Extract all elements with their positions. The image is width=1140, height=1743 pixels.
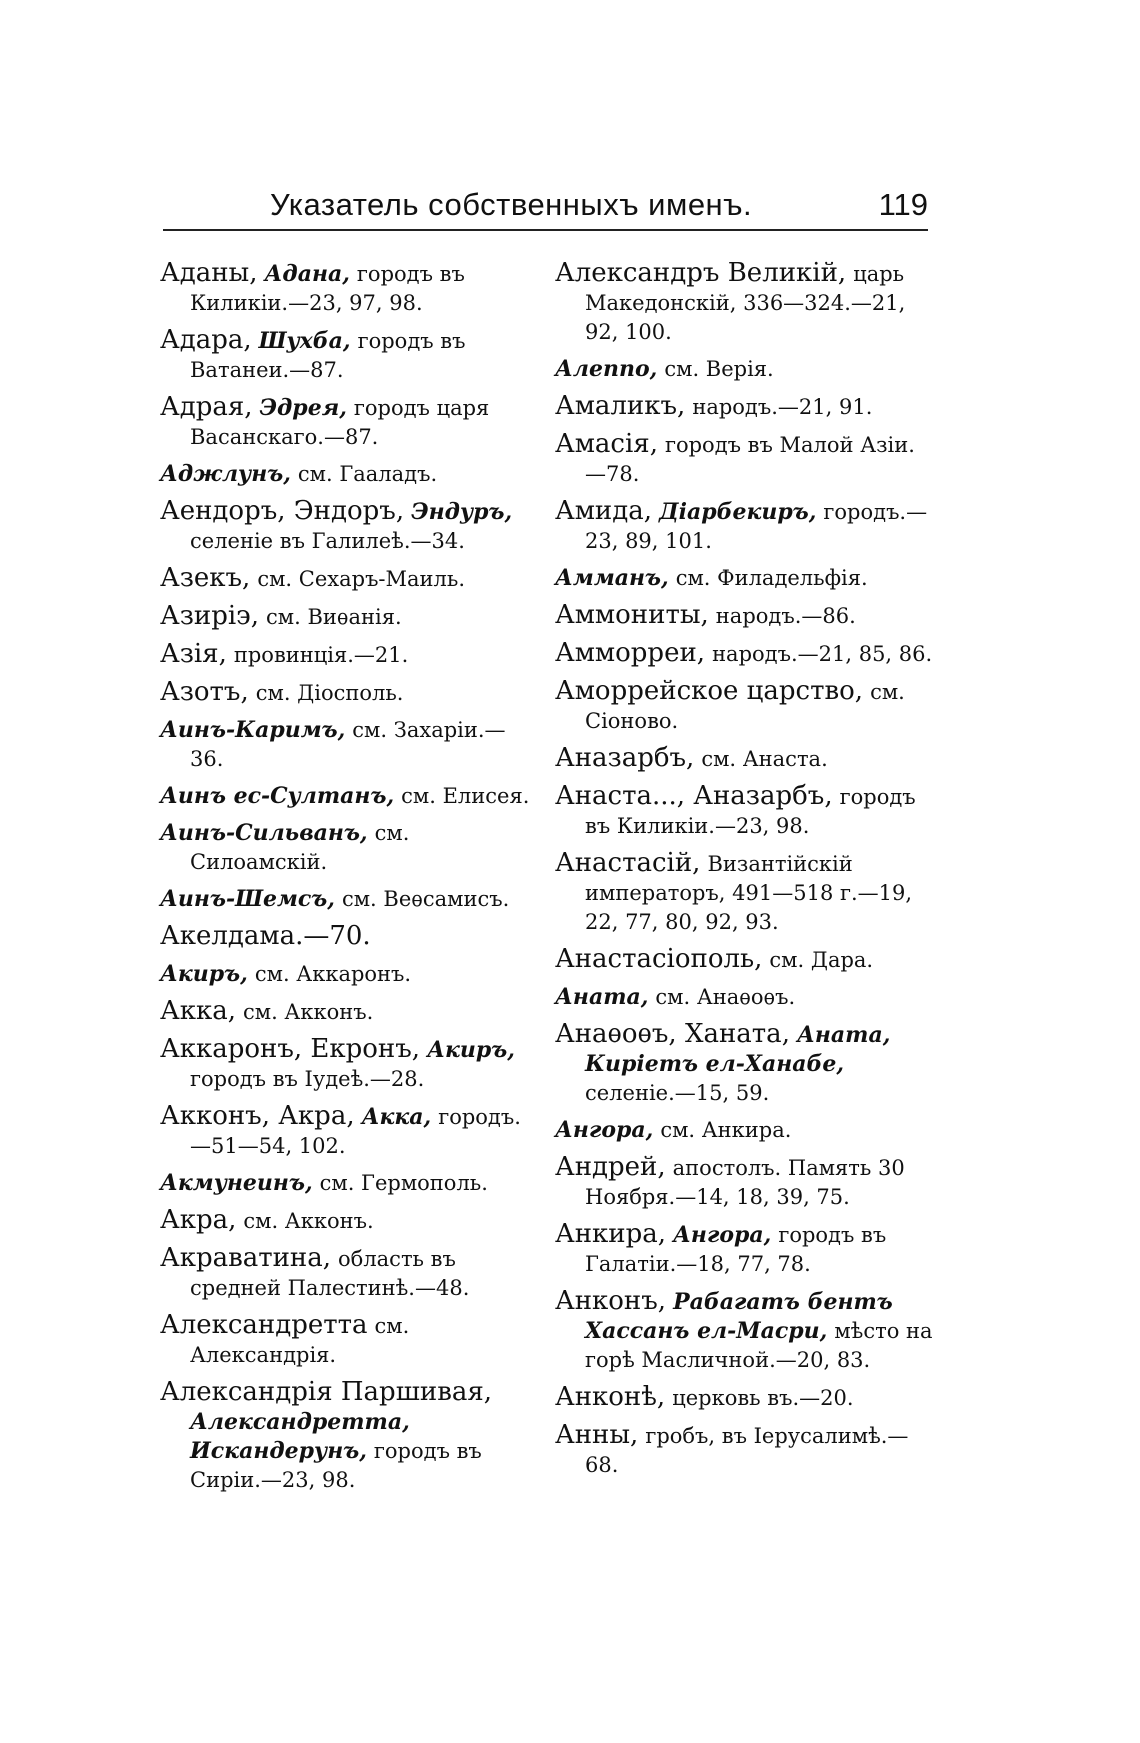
entry-headword: Адара, bbox=[160, 325, 252, 355]
entry-headword: Акра, bbox=[160, 1205, 237, 1235]
entry-headword: Александрія Паршивая, bbox=[160, 1377, 492, 1407]
entry-variant-name: Шухба, bbox=[258, 328, 351, 354]
index-entry bbox=[160, 1035, 532, 1094]
index-entry bbox=[160, 460, 532, 489]
index-entry bbox=[160, 782, 532, 811]
entry-text: см. Елисея. bbox=[401, 784, 530, 808]
entry-text: городъ въ Малой Азіи.—78. bbox=[585, 433, 915, 486]
index-entry bbox=[555, 849, 935, 937]
entry-headword: Азія, bbox=[160, 639, 227, 669]
entry-text: царь Македонскій, 336—324.—21, 92, 100. bbox=[585, 262, 906, 344]
entry-text: народъ.—21, 91. bbox=[692, 395, 873, 419]
index-entry bbox=[555, 392, 935, 422]
entry-variant-name: Ангора, bbox=[673, 1222, 772, 1248]
entry-headword: Александръ Великій, bbox=[555, 258, 847, 288]
index-entry bbox=[160, 1102, 532, 1161]
entry-variant-name: Аинъ-Шемсъ, bbox=[160, 886, 335, 912]
entry-text: см. Веѳсамисъ. bbox=[341, 887, 510, 911]
entry-variant-name: Эдрея, bbox=[259, 395, 347, 421]
entry-headword: Анастасій, bbox=[555, 848, 701, 878]
index-entry bbox=[555, 1116, 935, 1145]
index-entry bbox=[555, 1421, 935, 1480]
index-entry bbox=[555, 1287, 935, 1375]
index-entry bbox=[160, 640, 532, 670]
entry-variant-name: Аинъ-Сильванъ, bbox=[160, 820, 368, 846]
index-column-left bbox=[160, 259, 532, 1503]
entry-headword: Адрая, bbox=[160, 392, 253, 422]
entry-text: церковь въ.—20. bbox=[672, 1386, 854, 1410]
index-entry bbox=[160, 564, 532, 594]
entry-headword: Анаѳоѳъ, Ханата, bbox=[555, 1019, 790, 1049]
header-title: Указатель собственныхъ именъ. bbox=[270, 187, 753, 222]
entry-headword: Анконъ, bbox=[555, 1286, 667, 1316]
entry-text: городъ царя Васанскаго.—87. bbox=[190, 396, 490, 449]
entry-text: см. Сіоново. bbox=[585, 680, 905, 733]
index-entry bbox=[160, 1311, 532, 1370]
entry-text: городъ.—23, 89, 101. bbox=[585, 500, 928, 553]
entry-text: мѣсто на горѣ Масличной.—20, 83. bbox=[585, 1319, 933, 1372]
entry-variant-name: Діарбекиръ, bbox=[659, 499, 817, 525]
entry-text: городъ въ Киликіи.—23, 97, 98. bbox=[190, 262, 465, 315]
entry-text: см. Сехаръ-Маиль. bbox=[257, 567, 466, 591]
running-header bbox=[163, 183, 928, 233]
index-entry bbox=[160, 678, 532, 708]
index-entry bbox=[555, 1220, 935, 1279]
entry-headword: Анастасіополь, bbox=[555, 944, 763, 974]
entry-text: городъ въ Сиріи.—23, 98. bbox=[190, 1439, 482, 1492]
entry-variant-name: Аинъ ес-Султанъ, bbox=[160, 783, 395, 809]
index-entry bbox=[160, 960, 532, 989]
entry-text: селеніе въ Галилеѣ.—34. bbox=[190, 529, 465, 553]
index-entry bbox=[555, 677, 935, 736]
entry-text: область въ средней Палестинѣ.—48. bbox=[190, 1247, 470, 1300]
entry-text: см. Діосполь. bbox=[255, 681, 404, 705]
entry-variant-name: Эндуръ, bbox=[411, 499, 513, 525]
index-entry bbox=[555, 601, 935, 631]
entry-text: см. Александрія. bbox=[190, 1314, 410, 1367]
entry-text: городъ въ Киликіи.—23, 98. bbox=[585, 785, 916, 838]
entry-text: народъ.—86. bbox=[715, 604, 856, 628]
entry-headword: Анаста..., Аназарбъ, bbox=[555, 781, 833, 811]
entry-text: см. Акконъ. bbox=[242, 1000, 374, 1024]
entry-variant-name: Рабагатъ бентъ Хассанъ ел-Масри, bbox=[585, 1289, 893, 1344]
index-entry bbox=[160, 819, 532, 877]
index-entry bbox=[160, 602, 532, 632]
index-entry bbox=[160, 922, 532, 952]
index-entry bbox=[160, 716, 532, 774]
entry-headword: Александретта bbox=[160, 1310, 368, 1340]
header-rule bbox=[163, 229, 928, 231]
index-entry bbox=[555, 259, 935, 347]
entry-text: провинція.—21. bbox=[233, 643, 409, 667]
entry-headword: Амморреи, bbox=[555, 638, 706, 668]
entry-headword: Аназарбъ, bbox=[555, 743, 695, 773]
entry-text: городъ.—51—54, 102. bbox=[190, 1105, 521, 1158]
entry-text: гробъ, въ Іерусалимѣ.—68. bbox=[585, 1424, 909, 1477]
entry-text: см. Анкира. bbox=[660, 1118, 792, 1142]
entry-text: см. Силоамскій. bbox=[190, 821, 410, 874]
entry-headword: Акелдама.—70. bbox=[160, 921, 371, 951]
index-entry bbox=[160, 1206, 532, 1236]
entry-variant-name: Аинъ-Каримъ, bbox=[160, 717, 346, 743]
entry-headword: Амасія, bbox=[555, 429, 658, 459]
entry-headword: Анны, bbox=[555, 1420, 639, 1450]
page-number: 119 bbox=[878, 187, 928, 222]
index-entry bbox=[555, 497, 935, 556]
index-entry bbox=[160, 1244, 532, 1303]
entry-text: селеніе.—15, 59. bbox=[585, 1081, 770, 1105]
entry-text: см. Верія. bbox=[664, 357, 774, 381]
entry-text: см. Анаѳоѳъ. bbox=[655, 985, 796, 1009]
index-entry bbox=[555, 744, 935, 774]
entry-text: см. Виѳанія. bbox=[266, 605, 402, 629]
entry-headword: Аданы, bbox=[160, 258, 258, 288]
index-entry bbox=[555, 945, 935, 975]
index-entry bbox=[160, 259, 532, 318]
entry-text: городъ въ Галатіи.—18, 77, 78. bbox=[585, 1223, 887, 1276]
index-entry bbox=[160, 1378, 532, 1495]
entry-headword: Акконъ, Акра, bbox=[160, 1101, 355, 1131]
index-entry bbox=[555, 1383, 935, 1413]
index-entry bbox=[555, 1153, 935, 1212]
entry-headword: Азотъ, bbox=[160, 677, 249, 707]
index-entry bbox=[160, 885, 532, 914]
index-entry bbox=[555, 564, 935, 593]
entry-headword: Аморрейское царство, bbox=[555, 676, 864, 706]
index-entry bbox=[555, 782, 935, 841]
entry-headword: Азиріэ, bbox=[160, 601, 259, 631]
entry-text: см. Анаста. bbox=[701, 747, 828, 771]
entry-headword: Анкира, bbox=[555, 1219, 667, 1249]
entry-headword: Акка, bbox=[160, 996, 236, 1026]
entry-text: см. Гааладъ. bbox=[297, 462, 438, 486]
entry-variant-name: Ангора, bbox=[555, 1117, 654, 1143]
entry-headword: Аммониты, bbox=[555, 600, 709, 630]
entry-text: апостолъ. Память 30 Ноября.—14, 18, 39, 75. bbox=[585, 1156, 905, 1209]
index-entry bbox=[555, 430, 935, 489]
entry-text: см. Акконъ. bbox=[243, 1209, 374, 1233]
entry-text: см. Аккаронъ. bbox=[254, 962, 412, 986]
entry-text: см. Дара. bbox=[769, 948, 874, 972]
entry-text: городъ въ Іудеѣ.—28. bbox=[190, 1067, 425, 1091]
entry-headword: Андрей, bbox=[555, 1152, 666, 1182]
entry-headword: Акраватина, bbox=[160, 1243, 332, 1273]
entry-variant-name: Аната, Кирiетъ ел-Ханабе, bbox=[585, 1022, 891, 1077]
index-entry bbox=[160, 997, 532, 1027]
index-entry bbox=[160, 497, 532, 556]
entry-variant-name: Александретта, Искандерунъ, bbox=[190, 1409, 410, 1464]
index-entry bbox=[160, 393, 532, 452]
entry-text: городъ въ Ватанеи.—87. bbox=[190, 329, 466, 382]
entry-variant-name: Акмунеинъ, bbox=[160, 1170, 313, 1196]
entry-variant-name: Акка, bbox=[361, 1104, 432, 1130]
entry-variant-name: Аната, bbox=[555, 984, 649, 1010]
index-entry bbox=[555, 983, 935, 1012]
entry-variant-name: Адана, bbox=[264, 261, 350, 287]
entry-headword: Аккаронъ, Екронъ, bbox=[160, 1034, 421, 1064]
entry-headword: Амаликъ, bbox=[555, 391, 686, 421]
entry-text: народъ.—21, 85, 86. bbox=[712, 642, 933, 666]
entry-variant-name: Амманъ, bbox=[555, 565, 669, 591]
entry-headword: Анконѣ, bbox=[555, 1382, 666, 1412]
entry-headword: Амида, bbox=[555, 496, 653, 526]
entry-variant-name: Аджлунъ, bbox=[160, 461, 291, 487]
entry-headword: Аендоръ, Эндоръ, bbox=[160, 496, 405, 526]
entry-text: см. Гермополь. bbox=[319, 1171, 488, 1195]
index-column-right bbox=[555, 259, 935, 1488]
entry-variant-name: Акиръ, bbox=[160, 961, 248, 987]
entry-variant-name: Акиръ, bbox=[427, 1037, 515, 1063]
index-entry bbox=[555, 355, 935, 384]
entry-text: см. Захаріи.—36. bbox=[190, 718, 506, 771]
entry-text: см. Филадельфія. bbox=[675, 566, 868, 590]
entry-variant-name: Алеппо, bbox=[555, 356, 658, 382]
index-entry bbox=[160, 1169, 532, 1198]
index-entry bbox=[555, 639, 935, 669]
index-entry bbox=[555, 1020, 935, 1108]
entry-headword: Азекъ, bbox=[160, 563, 251, 593]
entry-text: Византійскій императоръ, 491—518 г.—19, 22, 77, 80, 92, 93. bbox=[585, 852, 913, 934]
index-entry bbox=[160, 326, 532, 385]
